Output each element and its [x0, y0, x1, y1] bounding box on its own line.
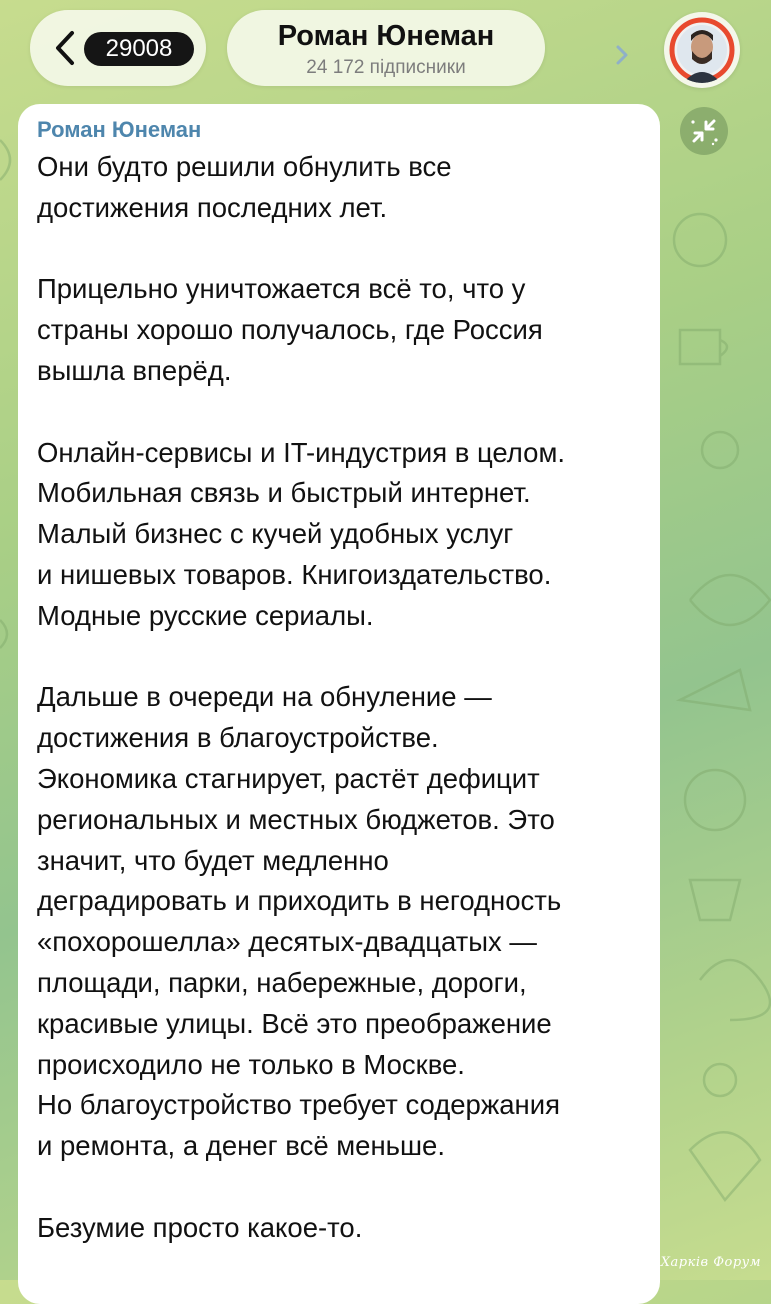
- text-line: региональных и местных бюджетов. Это: [37, 803, 555, 835]
- chevron-left-icon: [54, 30, 76, 66]
- text-line: достижения в благоустройстве.: [37, 722, 439, 754]
- text-line: «похорошелла» десятых-двадцатых —: [37, 926, 537, 958]
- avatar: [669, 17, 735, 83]
- channel-info[interactable]: [227, 10, 545, 86]
- channel-title: Роман Юнеман: [277, 20, 495, 52]
- text-line: Дальше в очереди на обнуление —: [37, 681, 492, 713]
- text-line: вышла вперёд.: [37, 354, 232, 386]
- text-line: и ремонта, а денег всё меньше.: [37, 1130, 445, 1162]
- text-line: Они будто решили обнулить все: [37, 151, 452, 182]
- channel-avatar-button[interactable]: [664, 12, 740, 88]
- text-line: Прицельно уничтожается всё то, что у: [37, 273, 526, 305]
- collapse-arrows-icon: [680, 107, 728, 155]
- text-line: [37, 392, 660, 433]
- text-line: Малый бизнес с кучей удобных услуг: [37, 518, 514, 550]
- message-text: [37, 147, 660, 1249]
- chat-header: [0, 0, 771, 100]
- text-line: страны хорошо получалось, где Россия: [37, 314, 543, 346]
- text-line: Онлайн-сервисы и IT-индустрия в целом.: [37, 436, 566, 468]
- watermark: Харків Форум: [660, 1255, 761, 1270]
- text-line: и нишевых товаров. Книгоиздательство.: [37, 558, 552, 590]
- text-line: Безумие просто какое-то.: [37, 1211, 363, 1243]
- message-sender[interactable]: Роман Юнеман: [37, 117, 202, 142]
- text-line: красивые улицы. Всё это преображение: [37, 1007, 552, 1039]
- subscriber-count: 24 172 підписники: [306, 57, 466, 78]
- text-line: происходило не только в Москве.: [37, 1048, 465, 1080]
- back-button[interactable]: [30, 10, 206, 86]
- collapse-button[interactable]: [680, 107, 728, 155]
- text-line: [37, 229, 660, 270]
- text-line: значит, что будет медленно: [37, 844, 389, 876]
- text-line: Экономика стагнирует, растёт дефицит: [37, 762, 540, 794]
- unread-count-badge: 29008: [84, 32, 194, 66]
- text-line: площади, парки, набережные, дороги,: [37, 966, 527, 998]
- text-line: Модные русские сериалы.: [37, 599, 374, 631]
- message-bubble: [18, 104, 660, 1304]
- text-line: [37, 1167, 660, 1208]
- text-line: деградировать и приходить в негодность: [37, 885, 562, 917]
- text-line: Мобильная связь и быстрый интернет.: [37, 477, 531, 509]
- text-line: достижения последних лет.: [37, 191, 388, 223]
- text-line: Но благоустройство требует содержания: [37, 1089, 560, 1121]
- text-line: [37, 637, 660, 678]
- chevron-right-icon: [615, 44, 629, 66]
